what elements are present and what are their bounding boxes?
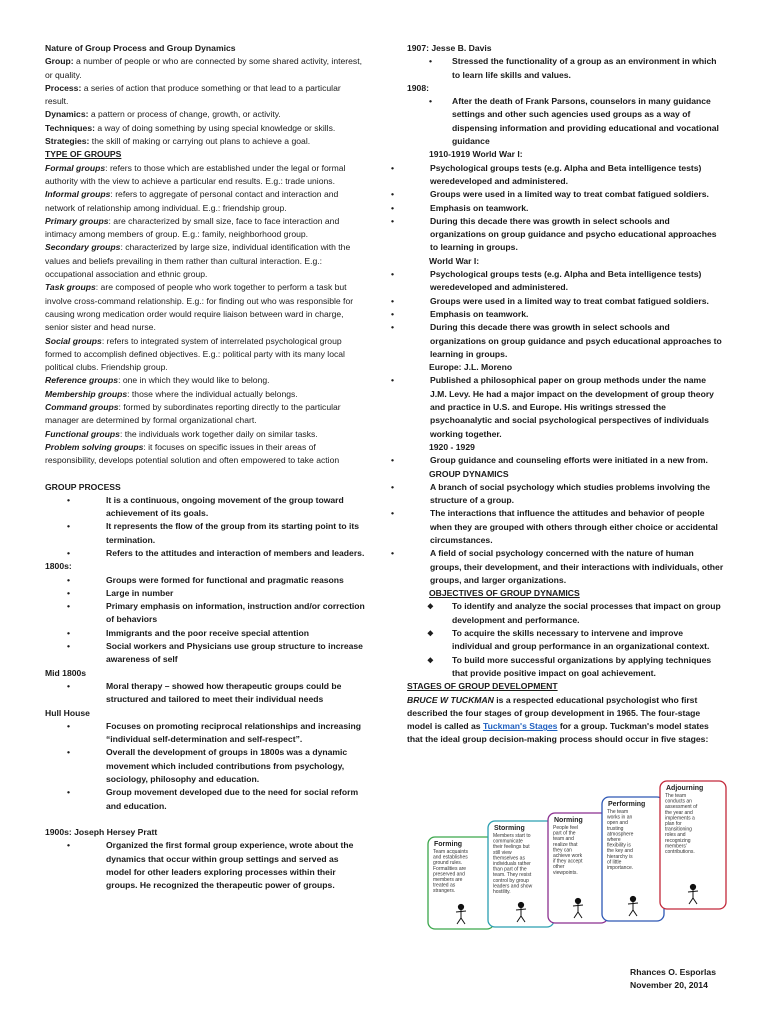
list-1910 <box>369 162 725 255</box>
stage-description: members are <box>433 877 463 883</box>
type-item: Reference groups: one in which they would like to belong. <box>45 375 270 386</box>
def-process: Process: a series of action that produce something or that lead to a particular result. <box>45 82 341 107</box>
document-title: Nature of Group Process and Group Dynamics <box>45 43 236 53</box>
list-item: • Refers to the attitudes and interaction of members and leaders. <box>45 547 365 560</box>
list-item: • The interactions that influence the attitudes and behavior of people when they are grouped with others through either choice or accidental circumstances. <box>369 507 725 547</box>
heading-1907: 1907: Jesse B. Davis <box>407 43 492 53</box>
type-item: Problem solving groups: it focuses on specific issues in their areas of responsibility, develops potential solution and often empowered to take action <box>45 441 340 466</box>
list-item: • Groups were used in a limited way to treat combat fatigued soldiers. <box>369 188 725 201</box>
type-item: Social groups: refers to integrated system of interrelated psychological group formed to accomplish defined objectives. E.g.: political party with its many local political clubs. Friendship group. <box>45 335 345 373</box>
stage-description: still view <box>493 849 512 856</box>
stage-description: and establishes <box>433 854 468 861</box>
stage-description: trusting <box>607 825 624 832</box>
stage-description: atmosphere <box>607 831 634 838</box>
stage-card-storming <box>488 821 554 927</box>
heading-1900s: 1900s: Joseph Hersey Pratt <box>45 826 158 837</box>
stage-description: contributions. <box>665 849 695 855</box>
stage-description: communicate <box>493 838 523 845</box>
stage-description: they can <box>553 847 572 854</box>
stage-description: Formalities are <box>433 865 467 872</box>
stage-description: hostility. <box>493 889 511 895</box>
heading-1800s: 1800s: <box>45 561 72 572</box>
stage-description: preserved and <box>433 871 465 878</box>
list-1900s <box>45 839 365 892</box>
stage-description: Members start to <box>493 833 531 839</box>
stage-description: than part of the <box>493 866 527 873</box>
stage-title: Forming <box>434 841 462 848</box>
list-item: • Groups were formed for functional and pragmatic reasons <box>45 574 365 587</box>
stage-description: of little <box>607 859 622 866</box>
list-item: • It represents the flow of the group from its starting point to its termination. <box>45 520 365 547</box>
list-hull-house <box>45 720 365 813</box>
heading-group-dynamics: GROUP DYNAMICS <box>429 468 509 479</box>
stage-description: other <box>553 864 565 871</box>
stage-description: the key and <box>607 848 633 855</box>
spacer <box>45 468 365 481</box>
tuckman-name: BRUCE W TUCKMAN <box>407 694 494 705</box>
list-item: • Immigrants and the poor receive special attention <box>45 627 365 640</box>
list-mid-1800s <box>45 680 365 707</box>
list-item: • Psychological groups tests (e.g. Alpha and Beta intelligence tests) weredeveloped and administered. <box>369 268 725 295</box>
stage-description: People feel <box>553 825 579 831</box>
stage-description: where <box>607 837 621 843</box>
list-item: • Social workers and Physicians use group structure to increase awareness of self <box>45 640 365 667</box>
list-item: • Groups were used in a limited way to treat combat fatigued soldiers. <box>369 295 725 308</box>
list-item: • Stressed the functionality of a group as an environment in which to learn life skills and values. <box>407 55 725 82</box>
stage-description: treated as <box>433 882 456 889</box>
heading-world-war-1: World War I: <box>429 255 480 266</box>
stage-description: members' <box>665 843 687 850</box>
list-item: • Emphasis on teamwork. <box>369 202 725 215</box>
stage-title: Performing <box>608 801 646 808</box>
stage-card-forming <box>428 837 494 929</box>
stage-description: The team <box>665 793 687 799</box>
list-item: • Moral therapy – showed how therapeutic groups could be structured and tailored to meet their individual needs <box>45 680 365 707</box>
right-column <box>407 42 725 747</box>
list-item: • Group guidance and counseling efforts were initiated in a new from. <box>369 454 725 467</box>
stage-description: viewpoints. <box>553 869 578 876</box>
list-item: • It is a continuous, ongoing movement of the group toward achievement of its goals. <box>45 494 365 521</box>
stage-description: control by group <box>493 877 529 884</box>
type-item: Membership groups: those where the individual actually belongs. <box>45 388 298 399</box>
list-item: • During this decade there was growth in select schools and organizations on group guidance and psych educational approaches to learning in groups. <box>369 321 725 361</box>
list-1908 <box>407 95 725 148</box>
stage-description: Team acquaints <box>433 849 469 855</box>
list-europe <box>369 374 725 440</box>
spacer <box>45 813 365 826</box>
stages-paragraph: BRUCE W TUCKMAN is a respected educational psychologist who first described the four stages of group development in 1965. The four-stage model is called as Tuckman's Stages for a group. Tuckman's model states that the ideal group decision-making process should occur in five stages: <box>407 694 709 745</box>
list-1907 <box>407 55 725 82</box>
stage-description: recognizing <box>665 837 691 844</box>
heading-mid-1800s: Mid 1800s <box>45 667 87 678</box>
list-world-war-1 <box>369 268 725 361</box>
heading-1920: 1920 - 1929 <box>429 441 475 452</box>
tuckman-stages-diagram <box>426 779 728 931</box>
type-item: Functional groups: the individuals work together daily on similar tasks. <box>45 428 318 439</box>
stage-description: roles and <box>665 832 686 839</box>
list-item: • Focuses on promoting reciprocal relationships and increasing “individual self-determination and self-respect”. <box>45 720 365 747</box>
list-item: ❖ To build more successful organizations by applying techniques that provide positive impact on goal achievement. <box>407 654 725 681</box>
process-heading: GROUP PROCESS <box>45 481 121 492</box>
author-name: Rhances O. Esporlas <box>630 967 716 977</box>
heading-stages: STAGES OF GROUP DEVELOPMENT <box>407 681 558 692</box>
list-item: • Emphasis on teamwork. <box>369 308 725 321</box>
list-item: • A branch of social psychology which studies problems involving the structure of a group. <box>369 481 725 508</box>
stage-description: the year and <box>665 809 693 816</box>
stage-description: assessment of <box>665 804 698 811</box>
stage-title: Storming <box>494 825 525 832</box>
stage-description: plan for <box>665 821 682 827</box>
stage-description: works in an <box>607 814 633 821</box>
types-heading: TYPE OF GROUPS <box>45 149 122 160</box>
type-item: Formal groups: refers to those which are established under the legal or formal authority with the view to achieve a particular end results. E.g.: trade unions. <box>45 162 346 186</box>
list-item: • After the death of Frank Parsons, counselors in many guidance settings and other such agencies used groups as a way of dispensing information and providing educational and vocational guidance <box>407 95 725 148</box>
list-item: • Group movement developed due to the need for social reform and education. <box>45 786 365 813</box>
list-item: • Psychological groups tests (e.g. Alpha and Beta intelligence tests) weredeveloped and administered. <box>369 162 725 189</box>
list-item: • Primary emphasis on information, instruction and/or correction of behaviors <box>45 600 365 627</box>
list-item: • Organized the first formal group experience, wrote about the dynamics that occur within group settings and served as model for other leaders exploring processes within their groups. He recognized the therapeutic power of groups. <box>45 839 365 892</box>
stage-description: team. They resist <box>493 872 532 879</box>
stage-description: their feelings but <box>493 844 530 851</box>
document-date: November 20, 2014 <box>630 980 708 991</box>
heading-1910: 1910-1919 World War I: <box>429 149 523 160</box>
list-item: • Published a philosophical paper on group methods under the name J.M. Levy. He had a major impact on the development of group theory and practice in U.S. and Europe. His writings stressed the psychoanalytic and social psychological perspectives of individuals working together. <box>369 374 725 440</box>
stage-description: realize that <box>553 841 578 848</box>
stage-description: transitioning <box>665 826 692 833</box>
heading-objectives: OBJECTIVES OF GROUP DYNAMICS <box>429 588 580 599</box>
list-1800s <box>45 574 365 667</box>
definitions <box>45 55 365 148</box>
stage-description: importance. <box>607 865 634 871</box>
stage-description: implements a <box>665 815 695 822</box>
stage-description: The team <box>607 809 629 815</box>
list-1920 <box>369 454 725 467</box>
type-item: Primary groups: are characterized by small size, face to face interaction and intimacy among members of group. E.g.: family, neighborhood group. <box>45 215 340 240</box>
stage-description: hierarchy is <box>607 853 633 860</box>
signature <box>630 966 716 993</box>
list-group-dynamics <box>369 481 725 587</box>
stage-cards <box>428 781 726 929</box>
stage-description: flexibility is <box>607 842 631 849</box>
stage-description: leaders and show <box>493 883 533 890</box>
stage-description: conducts an <box>665 798 692 805</box>
stage-card-norming <box>548 813 608 923</box>
list-item: • A field of social psychology concerned with the nature of human groups, their development, and their interactions with individuals, other groups, and larger organizations. <box>369 547 725 587</box>
type-item: Secondary groups: characterized by large size, individual identification with the values and beliefs prevailing in them rather than cultural interaction. E.g.: occupational association and ethnic group. <box>45 242 351 280</box>
list-item: ❖ To identify and analyze the social processes that impact on group development and performance. <box>407 600 725 627</box>
heading-1908: 1908: <box>407 82 429 93</box>
stage-description: achieve work <box>553 853 583 859</box>
type-item: Task groups: are composed of people who work together to perform a task but involve cross-command relationship. E.g.: for finding out who was responsible for causing wrong medication order would require liaison between ward in charge, senior sister and head nurse. <box>45 282 354 333</box>
stage-description: ground rules. <box>433 860 463 867</box>
list-objectives <box>407 600 725 680</box>
types-list <box>45 162 365 468</box>
stage-description: if they accept <box>553 858 583 865</box>
stage-description: team and <box>553 836 574 843</box>
type-item: Informal groups: refers to aggregate of personal contact and interaction and network of relationship among individual. E.g.: friendship group. <box>45 189 339 213</box>
def-strategies: Strategies: the skill of making or carrying out plans to achieve a goal. <box>45 136 311 147</box>
list-item: • Overall the development of groups in 1800s was a dynamic movement which included contributions from psychology, sociology, philosophy and education. <box>45 746 365 786</box>
def-group: Group: a number of people or who are connected by some shared activity, interest, or quality. <box>45 56 363 80</box>
heading-hull-house: Hull House <box>45 707 90 718</box>
stage-description: strangers. <box>433 888 456 895</box>
process-list <box>45 494 365 560</box>
list-item: ❖ To acquire the skills necessary to intervene and improve individual and group performance in an organizational context. <box>407 627 725 654</box>
stage-description: part of the <box>553 830 576 837</box>
heading-europe: Europe: J.L. Moreno <box>429 362 513 373</box>
type-item: Command groups: formed by subordinates reporting directly to the particular manager are determined by formal organizational chart. <box>45 402 341 426</box>
stage-card-adjourning <box>660 781 726 909</box>
stage-card-performing <box>602 797 664 921</box>
left-column <box>45 42 365 892</box>
list-item: • Large in number <box>45 587 365 600</box>
tuckman-stages-link[interactable]: Tuckman's Stages <box>482 721 558 732</box>
def-techniques: Techniques: a way of doing something by using special knowledge or skills. <box>45 122 336 133</box>
stage-title: Norming <box>554 817 583 824</box>
stage-description: open and <box>607 820 628 827</box>
stage-title: Adjourning <box>666 785 704 792</box>
stage-description: individuals rather <box>493 861 531 867</box>
def-dynamics: Dynamics: a pattern or process of change, growth, or activity. <box>45 109 281 120</box>
stage-description: themselves as <box>493 855 525 862</box>
list-item: • During this decade there was growth in select schools and organizations on group guidance and psycho educational approaches to learning in groups. <box>369 215 725 255</box>
